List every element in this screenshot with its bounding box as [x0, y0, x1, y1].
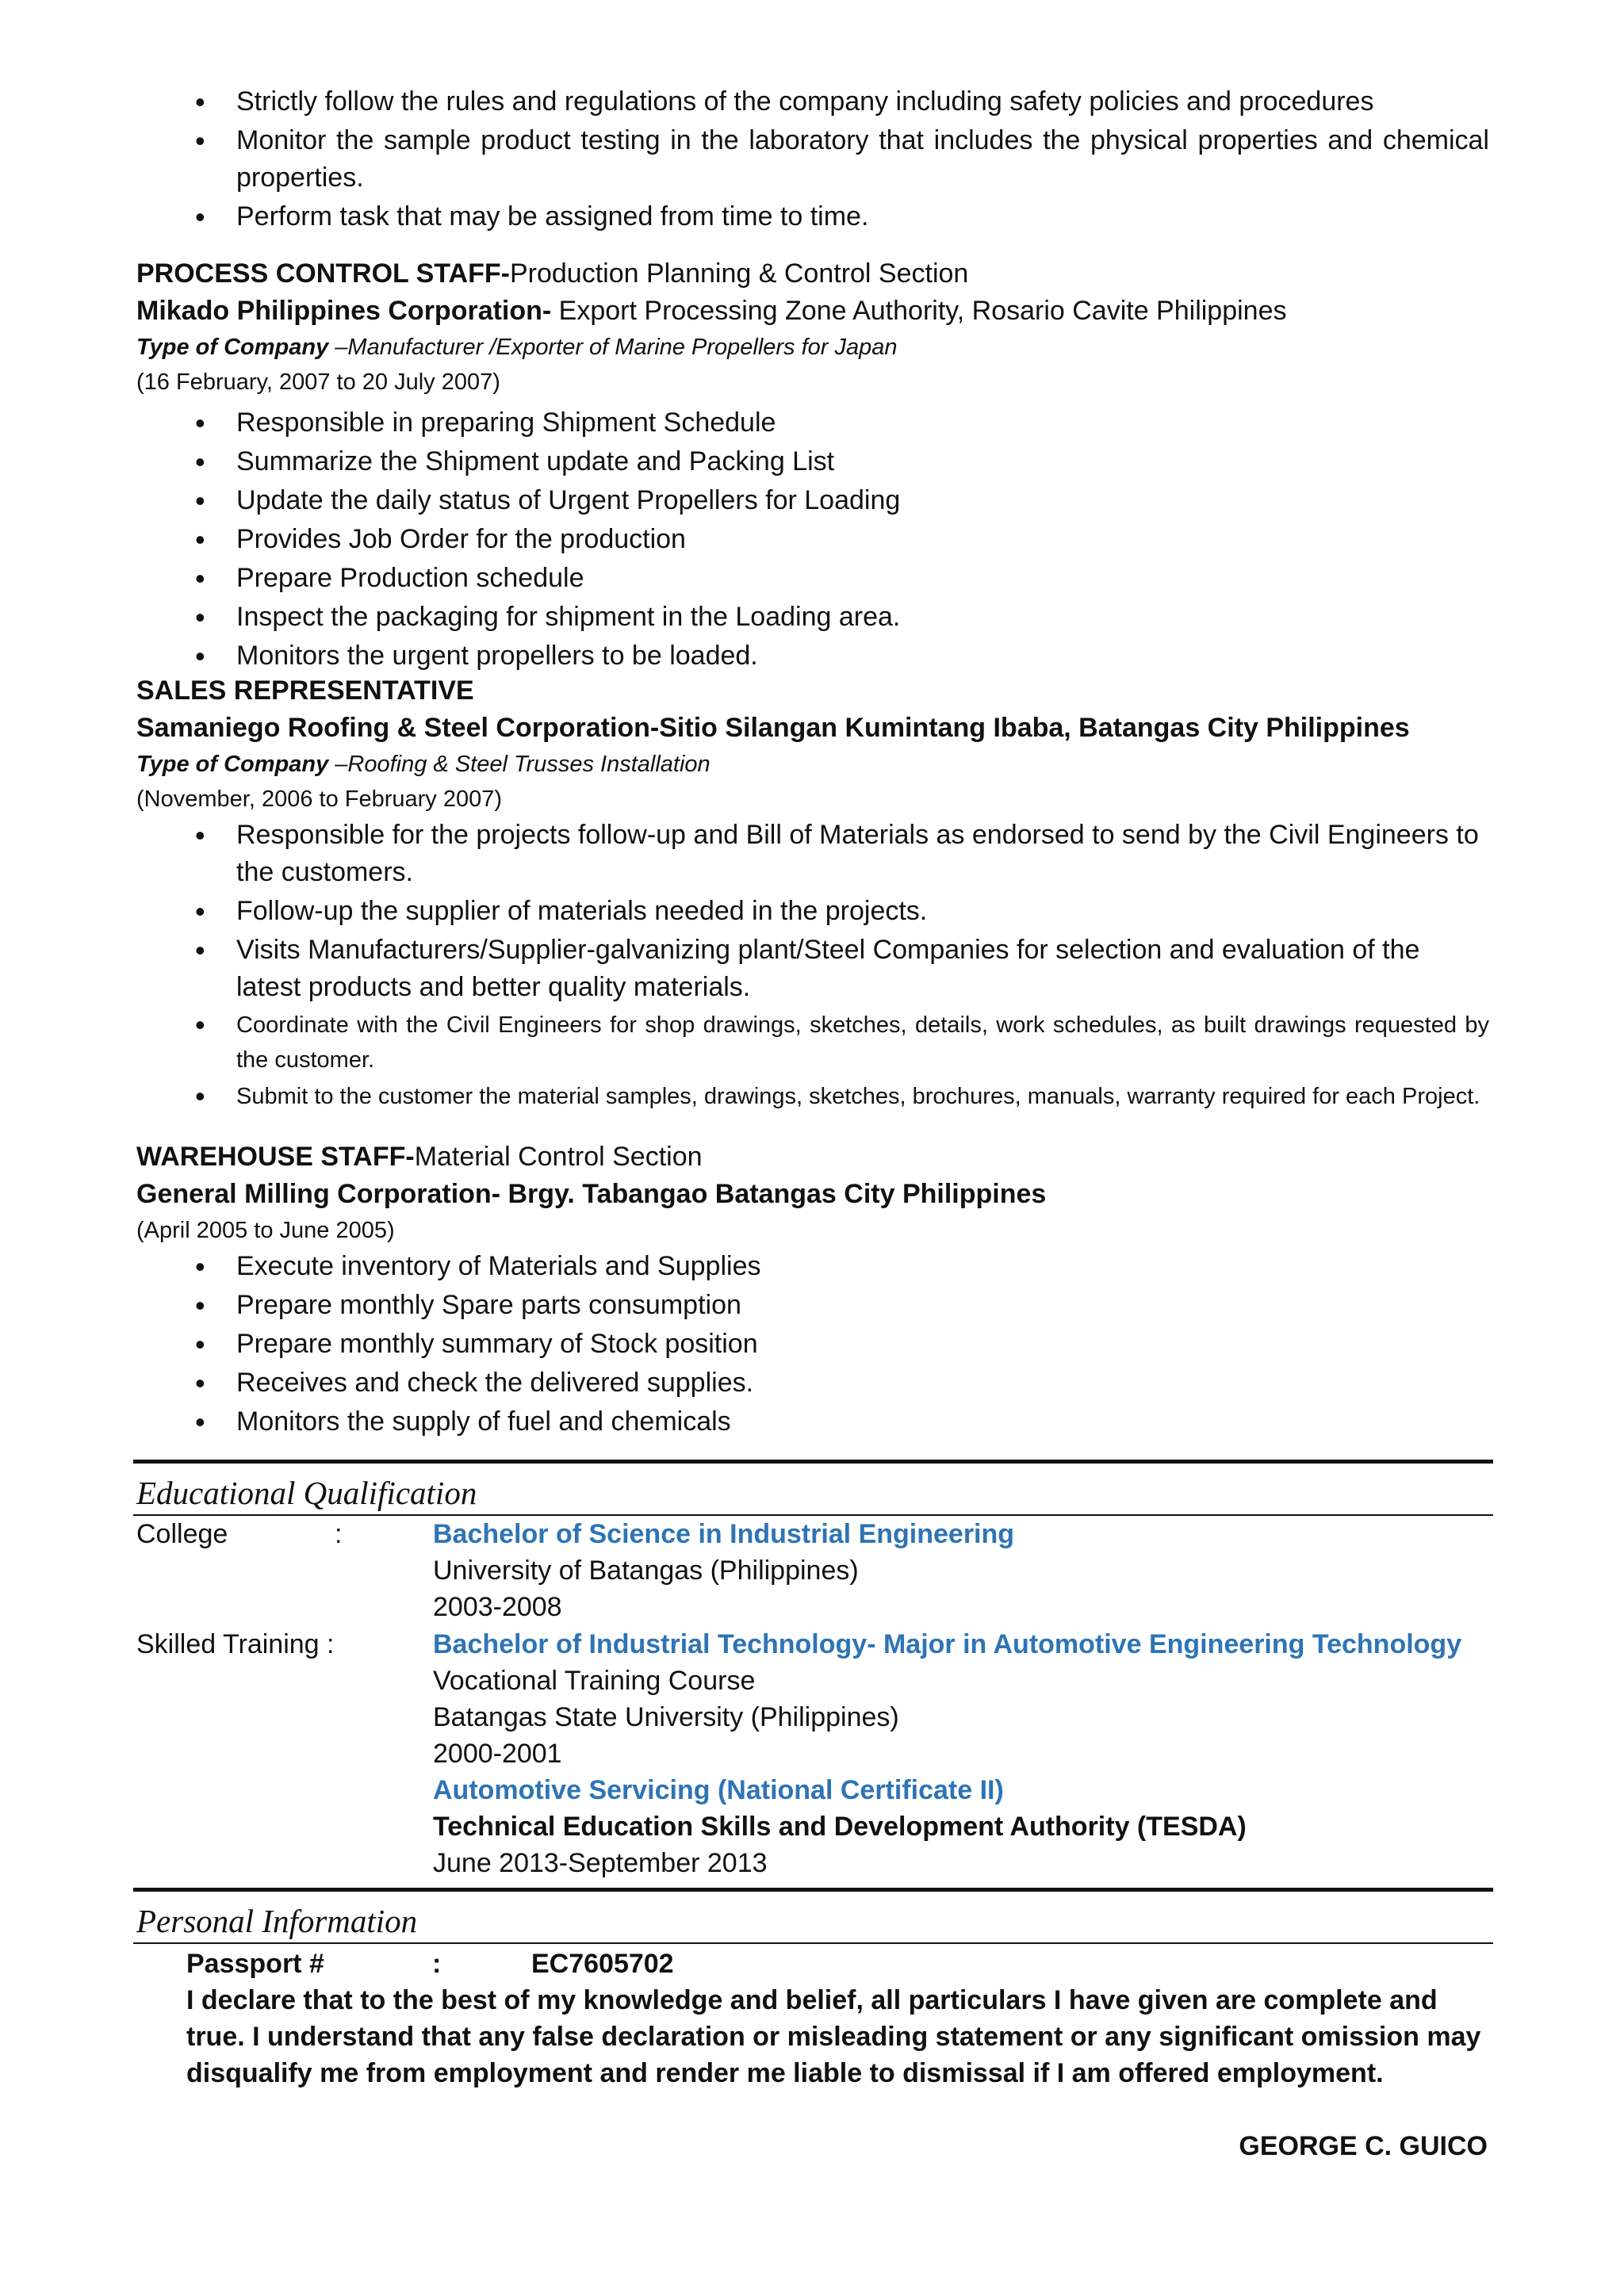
previous-job-duties [136, 83, 1489, 237]
training-years: 2000-2001 [433, 1739, 562, 1769]
list-item: • Strictly follow the rules and regulations of the company including safety policies and procedures [136, 83, 1489, 121]
personal-heading: Personal Information [136, 1903, 418, 1939]
training-degree: Bachelor of Industrial Technology- Major in Automotive Engineering Technology [433, 1629, 1462, 1659]
certificate-dates: June 2013-September 2013 [433, 1848, 768, 1878]
job-company: Samaniego Roofing & Steel Corporation-Sitio Silangan Kumintang Ibaba, Batangas City Philippines [136, 713, 1410, 743]
list-item: • Receives and check the delivered supplies. [136, 1364, 1489, 1402]
company-name: Mikado Philippines Corporation- [136, 296, 552, 326]
job-duties-list-small [136, 1008, 1489, 1114]
company-type [136, 747, 1489, 782]
list-item: • Monitors the urgent propellers to be loaded. [136, 637, 1489, 675]
list-item: • Execute inventory of Materials and Supplies [136, 1248, 1489, 1285]
declaration-text: I declare that to the best of my knowledge and belief, all particulars I have given are complete and true. I understand that any false declaration or misleading statement or any significant omission may disqualify me from employment and render me liable to dismissal if I am offered employment. [186, 1985, 1481, 2088]
list-item: • Monitors the supply of fuel and chemicals [136, 1403, 1489, 1441]
job-title-role: PROCESS CONTROL STAFF- [136, 258, 510, 289]
signature-name: GEORGE C. GUICO [1239, 2131, 1488, 2161]
job-dates: (April 2005 to June 2005) [136, 1218, 395, 1243]
list-item: • Monitor the sample product testing in the laboratory that includes the physical properties and chemical properties. [136, 122, 1489, 197]
certificate-title: Automotive Servicing (National Certificate II) [433, 1775, 1004, 1805]
training-label: Skilled Training : [136, 1629, 335, 1659]
certificate-organization: Technical Education Skills and Development Authority (TESDA) [433, 1812, 1247, 1842]
job-duties-list [136, 404, 1489, 675]
job-title: SALES REPRESENTATIVE [136, 675, 474, 706]
job-process-control [136, 255, 1489, 676]
company-type-label: Type of Company [136, 335, 329, 360]
list-item: • Prepare monthly summary of Stock position [136, 1326, 1489, 1363]
job-title-section: Material Control Section [414, 1142, 703, 1172]
job-title [136, 1138, 1489, 1176]
list-item: • Provides Job Order for the production [136, 521, 1489, 558]
job-company: General Milling Corporation- Brgy. Tabangao Batangas City Philippines [136, 1179, 1047, 1209]
passport-colon: : [432, 1949, 442, 1979]
training-details [433, 1626, 1461, 1881]
job-dates: (November, 2006 to February 2007) [136, 786, 503, 812]
company-type-label: Type of Company [136, 752, 329, 777]
company-type [136, 330, 1489, 365]
college-colon: : [335, 1519, 343, 1549]
passport-number: EC7605702 [531, 1949, 674, 1979]
list-item: • Perform task that may be assigned from time to time. [136, 198, 1489, 235]
list-item: • Inspect the packaging for shipment in the Loading area. [136, 599, 1489, 636]
section-underline [133, 1942, 1493, 1944]
training-course: Vocational Training Course [433, 1666, 756, 1696]
education-heading: Educational Qualification [136, 1475, 477, 1511]
college-label: College [136, 1519, 228, 1549]
list-item: • Prepare Production schedule [136, 560, 1489, 597]
job-title-role: WAREHOUSE STAFF- [136, 1142, 415, 1172]
training-school: Batangas State University (Philippines) [433, 1702, 899, 1732]
college-school: University of Batangas (Philippines) [433, 1556, 859, 1586]
list-item: • Responsible for the projects follow-up and Bill of Materials as endorsed to send by the Civil Engineers to the customers. [136, 817, 1489, 891]
job-duties-list [136, 817, 1489, 1006]
job-warehouse-staff [136, 1138, 1489, 1442]
job-duties-list [136, 1248, 1489, 1441]
list-item: • Update the daily status of Urgent Propellers for Loading [136, 482, 1489, 519]
company-location: Export Processing Zone Authority, Rosario Cavite Philippines [551, 296, 1287, 326]
job-dates: (16 February, 2007 to 20 July 2007) [136, 369, 500, 395]
list-item: • Summarize the Shipment update and Packing List [136, 443, 1489, 480]
job-title-section: Production Planning & Control Section [509, 258, 969, 289]
college-details [433, 1516, 1014, 1625]
job-title [136, 255, 1489, 293]
section-divider [133, 1460, 1493, 1464]
list-item: • Visits Manufacturers/Supplier-galvanizing plant/Steel Companies for selection and evaluation of the latest products and better quality materials. [136, 932, 1489, 1006]
passport-label: Passport # [186, 1949, 324, 1979]
previous-job-bullet-list [136, 83, 1489, 235]
college-degree: Bachelor of Science in Industrial Engineering [433, 1519, 1015, 1549]
job-company [136, 293, 1489, 330]
list-item: • Follow-up the supplier of materials needed in the projects. [136, 893, 1489, 930]
list-item: • Prepare monthly Spare parts consumption [136, 1287, 1489, 1324]
college-years: 2003-2008 [433, 1592, 562, 1622]
company-type-value: –Roofing & Steel Trusses Installation [328, 752, 710, 777]
company-type-value: –Manufacturer /Exporter of Marine Propellers for Japan [328, 335, 898, 360]
list-item: • Coordinate with the Civil Engineers for shop drawings, sketches, details, work schedules, as built drawings requested by the customer. [136, 1008, 1489, 1077]
list-item: • Submit to the customer the material samples, drawings, sketches, brochures, manuals, warranty required for each Project. [136, 1079, 1489, 1114]
section-divider [133, 1888, 1493, 1892]
job-sales-representative [136, 672, 1489, 1115]
list-item: • Responsible in preparing Shipment Schedule [136, 404, 1489, 442]
